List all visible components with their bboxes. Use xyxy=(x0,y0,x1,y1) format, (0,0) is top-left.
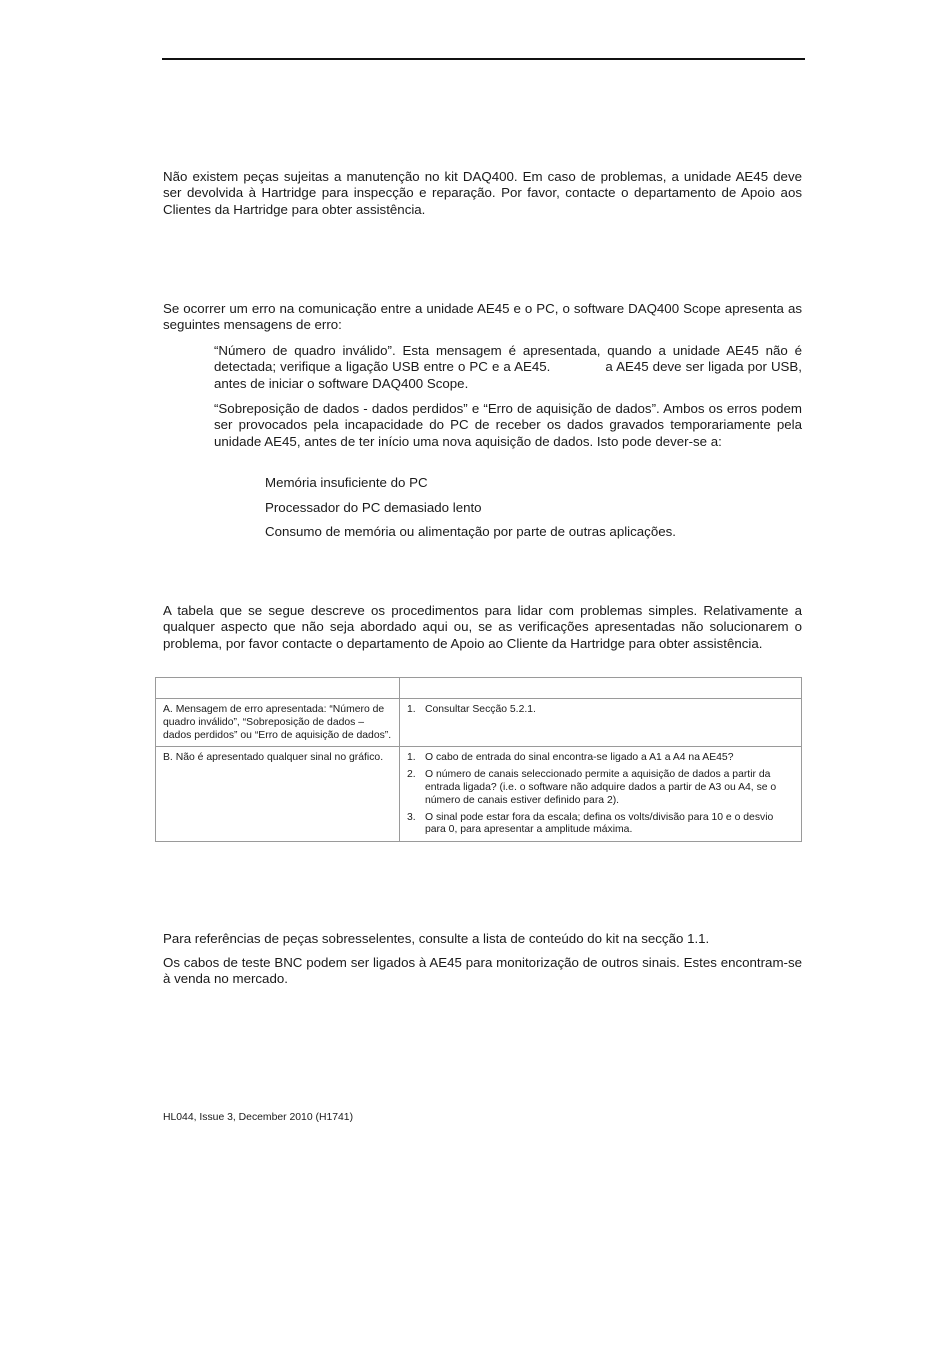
solution-cell xyxy=(400,747,802,842)
maintenance-paragraph: Não existem peças sujeitas a manutenção no kit DAQ400. Em caso de problemas, a unidade AE45 deve ser devolvida à Hartridge para inspecção e reparação. Por favor, contacte o departamento de Apoio aos Clientes da Hartridge para obter assistência. xyxy=(163,169,802,217)
step-text: O sinal pode estar fora da escala; defina os volts/divisão para 10 e o desvio para 0, para apresentar a amplitude máxima. xyxy=(425,811,774,836)
cause-item: Memória insuficiente do PC xyxy=(265,475,428,490)
table-row xyxy=(156,747,802,842)
test-cables-paragraph: Os cabos de teste BNC podem ser ligados à AE45 para monitorização de outros sinais. Estes encontram-se à venda no mercado. xyxy=(163,955,802,987)
problem-cell: B. Não é apresentado qualquer sinal no gráfico. xyxy=(156,747,400,842)
errors-intro-paragraph: Se ocorrer um erro na comunicação entre a unidade AE45 e o PC, o software DAQ400 Scope apresenta as seguintes mensagens de erro: xyxy=(163,301,802,333)
spares-paragraph: Para referências de peças sobresselentes, consulte a lista de conteúdo do kit na secção 1.1. xyxy=(163,931,710,946)
step-text: O cabo de entrada do sinal encontra-se ligado a A1 a A4 na AE45? xyxy=(425,752,734,764)
solution-step xyxy=(407,752,794,765)
cause-item: Processador do PC demasiado lento xyxy=(265,500,482,515)
table-header-cell xyxy=(400,678,802,699)
solution-step xyxy=(407,769,794,807)
error-item-invalid-frame-text: “Número de quadro inválido”. Esta mensagem é apresentada, quando a unidade AE45 não é detectada; verifique a ligação USB entre o PC e a AE45. xyxy=(214,343,802,375)
step-number: 3. xyxy=(407,811,416,823)
error-item-invalid-frame-note: a AE45 deve ser ligada por USB, antes de iniciar o software DAQ400 Scope. xyxy=(214,359,802,391)
error-item-invalid-frame xyxy=(214,343,802,392)
step-number: 1. xyxy=(407,752,416,764)
troubleshooting-intro-paragraph: A tabela que se segue descreve os procedimentos para lidar com problemas simples. Relativamente a qualquer aspecto que não seja abordado aqui ou, se as verificações apresentadas não solucionarem o problema, por favor contacte o departamento de Apoio ao Cliente da Hartridge para obter assistência. xyxy=(163,603,802,651)
step-number: 1. xyxy=(407,704,416,715)
page-footer: HL044, Issue 3, December 2010 (H1741) xyxy=(163,1112,354,1123)
table-header-cell xyxy=(156,678,400,699)
cause-item: Consumo de memória ou alimentação por parte de outras aplicações. xyxy=(265,524,676,539)
problem-cell: A. Mensagem de erro apresentada: “Número de quadro inválido”, “Sobreposição de dados – dados perdidos” ou “Erro de aquisição de dados”. xyxy=(156,699,400,747)
solution-steps xyxy=(407,752,794,837)
solution-step xyxy=(407,704,794,717)
step-text: O número de canais seleccionado permite a aquisição de dados a partir da entrada ligada? (i.e. o software não adquire dados a partir de A3 ou A4, se o número de canais estiver definido para 2). xyxy=(425,769,777,806)
table-row xyxy=(156,699,802,747)
table-header-row xyxy=(156,678,802,699)
error-item-data-overrun: “Sobreposição de dados - dados perdidos” e “Erro de aquisição de dados”. Ambos os erros podem ser provocados pela incapacidade do PC de receber os dados gravados temporariamente pela unidade AE45, antes de ter início uma nova aquisição de dados. Isto pode dever-se a: xyxy=(214,401,802,449)
solution-steps xyxy=(407,704,794,717)
solution-step xyxy=(407,812,794,838)
solution-cell xyxy=(400,699,802,747)
troubleshooting-table xyxy=(155,677,802,842)
step-number: 2. xyxy=(407,769,416,781)
header-rule xyxy=(162,58,805,60)
step-text: Consultar Secção 5.2.1. xyxy=(425,704,536,715)
